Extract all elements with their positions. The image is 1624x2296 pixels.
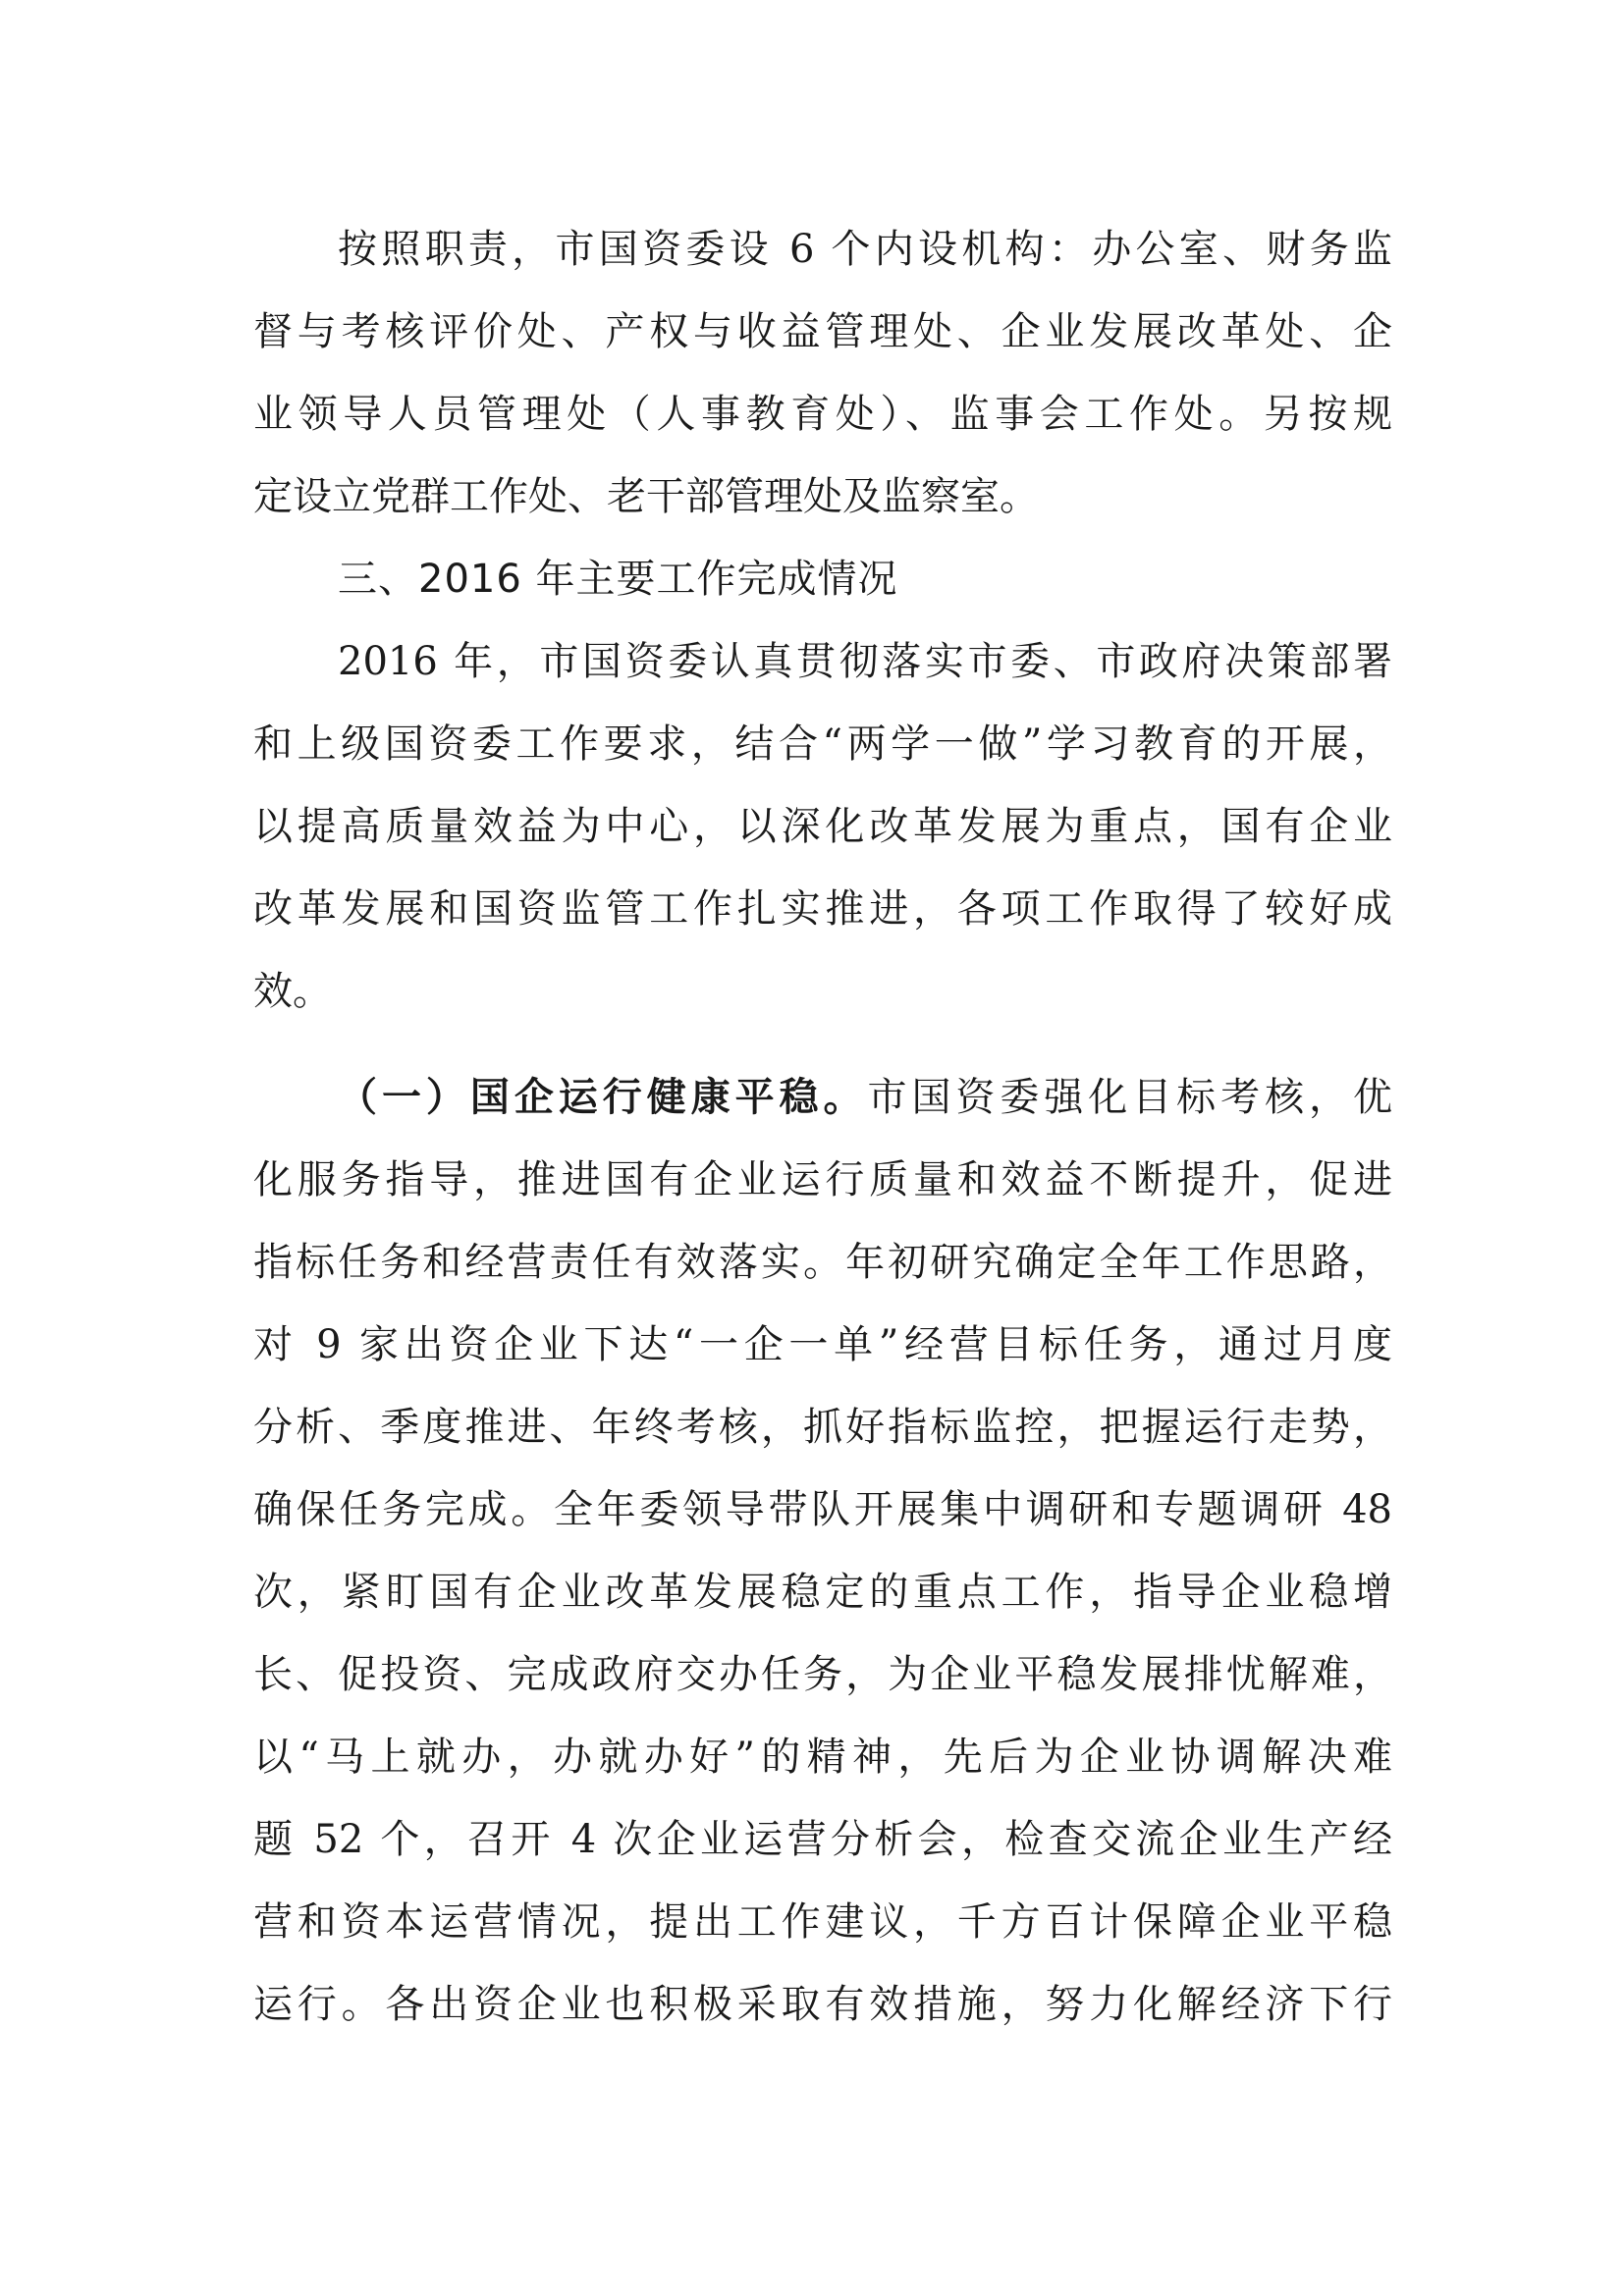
paragraph-2-line-1: 2016 年，市国资委认真贯彻落实市委、市政府决策部署	[338, 639, 1392, 684]
paragraph-3-first-line-rest: 市国资委强化目标考核，优	[867, 1075, 1393, 1120]
paragraph-3-line-4: 对 9 家出资企业下达“一企一单”经营目标任务，通过月度	[253, 1322, 1392, 1367]
paragraph-1-line-1: 按照职责，市国资委设 6 个内设机构：办公室、财务监	[338, 227, 1392, 272]
paragraph-1-line-3: 业领导人员管理处（人事教育处）、监事会工作处。另按规	[253, 392, 1392, 437]
paragraph-2-line-3: 以提高质量效益为中心，以深化改革发展为重点，国有企业	[253, 804, 1392, 849]
paragraph-2-line-2: 和上级国资委工作要求，结合“两学一做”学习教育的开展，	[253, 721, 1392, 767]
paragraph-3-line-11: 营和资本运营情况，提出工作建议，千方百计保障企业平稳	[253, 1899, 1392, 1945]
paragraph-1-line-4: 定设立党群工作处、老干部管理处及监察室。	[253, 474, 1039, 519]
section-heading: 三、2016 年主要工作完成情况	[338, 557, 898, 602]
paragraph-2-line-5: 效。	[253, 969, 332, 1014]
paragraph-1-line-2: 督与考核评价处、产权与收益管理处、企业发展改革处、企	[253, 309, 1392, 354]
paragraph-2-line-4: 改革发展和国资监管工作扎实推进，各项工作取得了较好成	[253, 886, 1392, 932]
paragraph-3-line-10: 题 52 个，召开 4 次企业运营分析会，检查交流企业生产经	[253, 1817, 1392, 1862]
paragraph-3-line-2: 化服务指导，推进国有企业运行质量和效益不断提升，促进	[253, 1157, 1392, 1202]
paragraph-3-bold-lead: （一）国企运行健康平稳。	[338, 1075, 868, 1120]
paragraph-3-line-5: 分析、季度推进、年终考核，抓好指标监控，把握运行走势，	[253, 1405, 1392, 1450]
paragraph-3-line-12: 运行。各出资企业也积极采取有效措施，努力化解经济下行	[253, 1982, 1392, 2027]
paragraph-3-line-9: 以“马上就办，办就办好”的精神，先后为企业协调解决难	[253, 1735, 1392, 1780]
paragraph-3-line-1	[338, 1074, 1392, 1121]
paragraph-3-line-7: 次，紧盯国有企业改革发展稳定的重点工作，指导企业稳增	[253, 1570, 1392, 1615]
paragraph-3-line-8: 长、促投资、完成政府交办任务，为企业平稳发展排忧解难，	[253, 1652, 1392, 1697]
paragraph-3-line-3: 指标任务和经营责任有效落实。年初研究确定全年工作思路，	[253, 1240, 1392, 1285]
paragraph-3-line-6: 确保任务完成。全年委领导带队开展集中调研和专题调研 48	[253, 1487, 1392, 1532]
